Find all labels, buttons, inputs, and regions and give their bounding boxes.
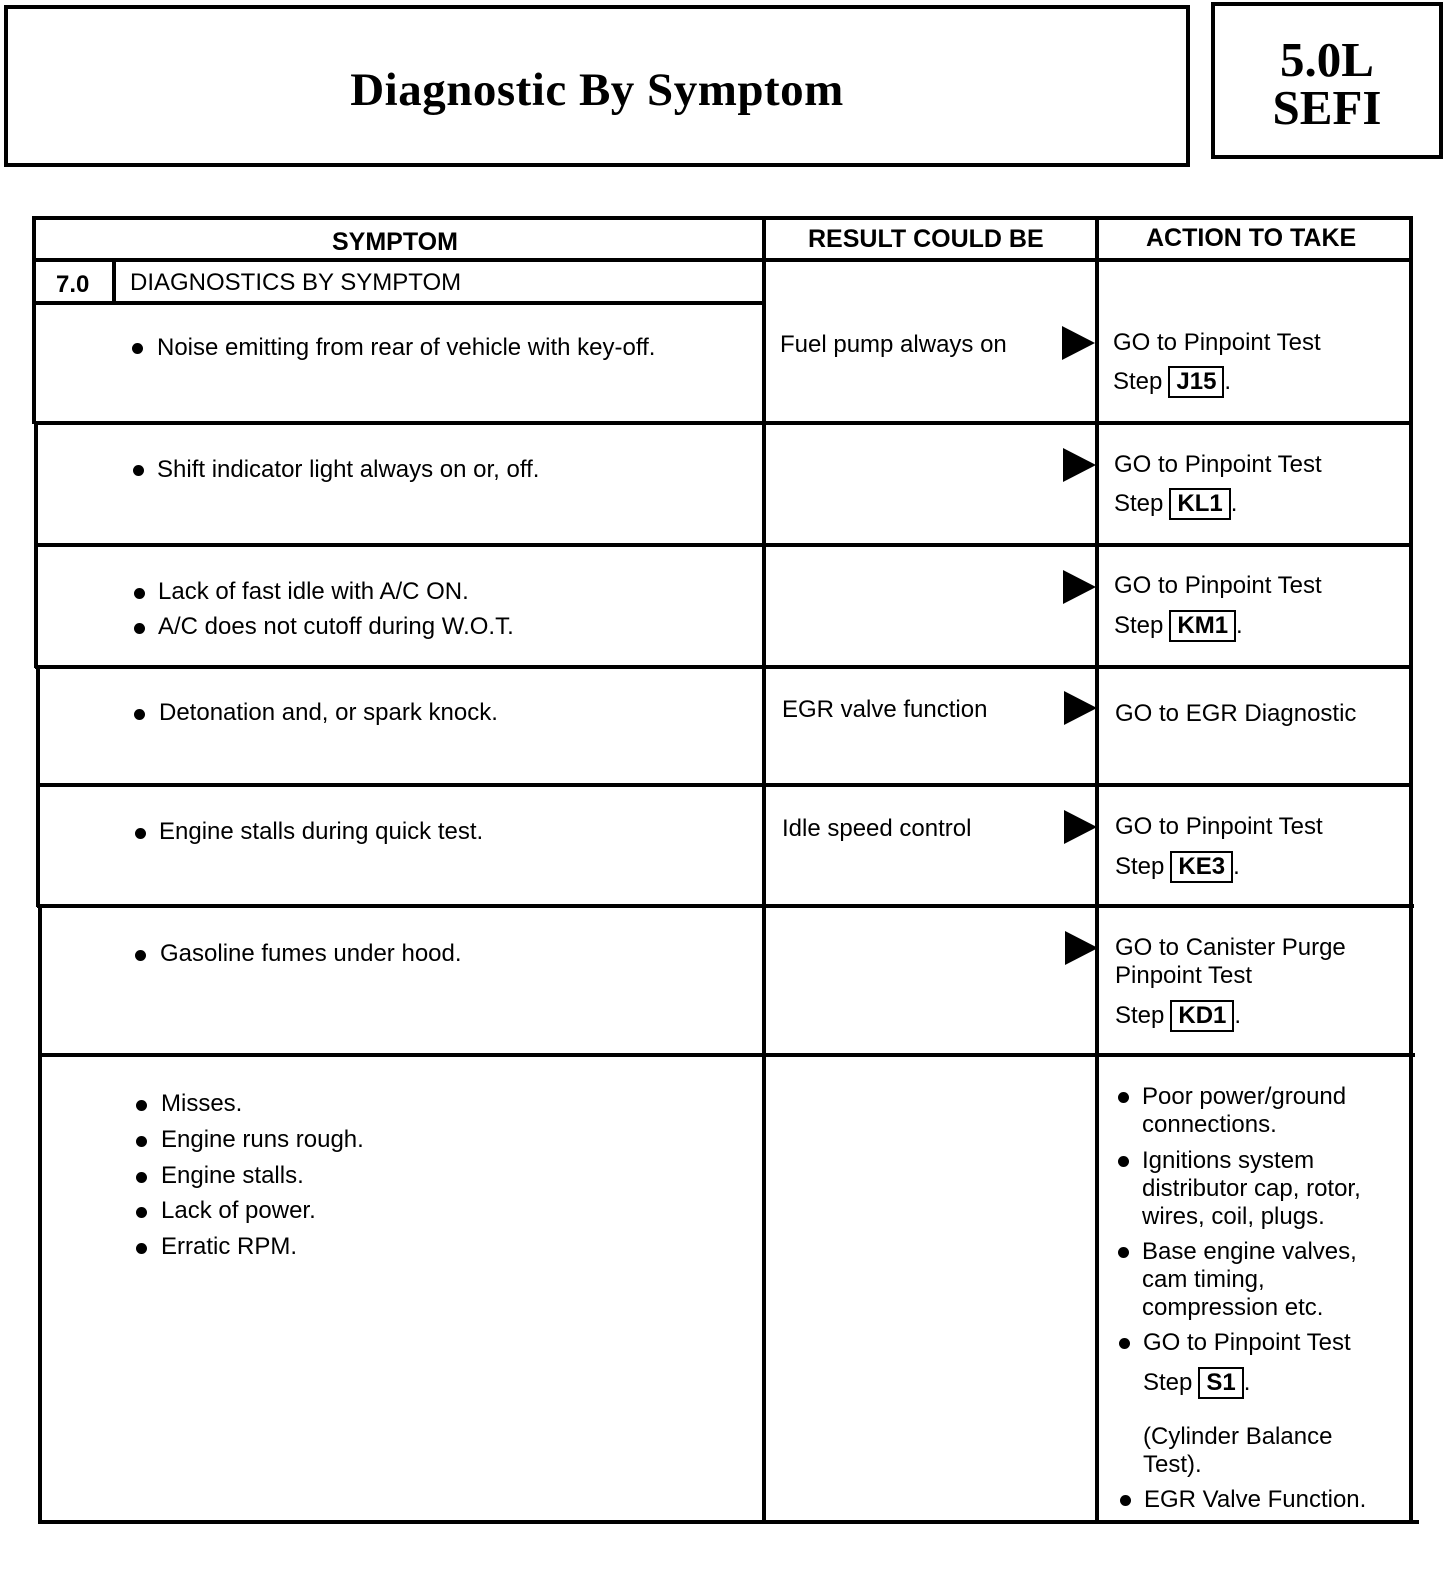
step-code: KL1 [1169,488,1230,520]
bullet-icon [1119,1338,1130,1349]
header-action: ACTION TO TAKE [1146,224,1357,252]
engine-displacement: 5.0L [1280,32,1374,87]
bullet-icon [135,828,146,839]
header-result: RESULT COULD BE [808,225,1044,253]
action-text: GO to Canister Purge [1115,934,1346,961]
column-divider-symptom-result [762,216,766,1524]
action-note: (Cylinder Balance [1143,1423,1333,1450]
bullet-icon [136,1172,147,1183]
table-border-left [38,904,42,1524]
arrow-right-icon [1064,810,1097,844]
symptom-text: Erratic RPM. [161,1233,298,1260]
bullet-icon [1118,1156,1129,1167]
symptom-text: Lack of fast idle with A/C ON. [158,578,469,605]
bullet-icon [1118,1247,1129,1258]
action-step [1115,1000,1241,1032]
action-step [1113,366,1231,398]
step-label: Step [1115,1002,1165,1029]
action-text: wires, coil, plugs. [1142,1203,1325,1230]
step-suffix: . [1230,490,1238,517]
bullet-icon [136,1243,147,1254]
step-code: KE3 [1170,851,1233,883]
header-separator [32,258,1413,262]
step-suffix: . [1243,1369,1251,1396]
table-border-right [1409,216,1413,1524]
action-text: GO to EGR Diagnostic [1115,700,1357,727]
step-suffix: . [1236,612,1243,639]
row-separator [34,543,1413,547]
row-separator [35,665,1413,669]
row-separator [36,783,1413,787]
section-title: DIAGNOSTICS BY SYMPTOM [130,269,462,296]
section-separator [32,301,766,305]
step-label: Step [1114,612,1164,639]
step-suffix: . [1233,853,1240,880]
bullet-icon [133,465,144,476]
row-separator [37,904,1414,908]
action-text: cam timing, [1142,1266,1265,1293]
bullet-icon [136,1136,147,1147]
action-text: GO to Pinpoint Test [1114,451,1322,478]
symptom-text: Detonation and, or spark knock. [159,699,498,726]
arrow-right-icon [1063,448,1096,482]
table-border-left [34,421,38,668]
step-label: Step [1115,853,1165,880]
symptom-text: Gasoline fumes under hood. [160,940,462,967]
result-text: EGR valve function [782,696,988,723]
section-number: 7.0 [56,271,90,298]
action-step [1114,610,1243,642]
engine-type: SEFI [1272,80,1382,135]
symptom-text: Engine stalls during quick test. [159,818,484,845]
bullet-icon [134,588,145,599]
result-text: Idle speed control [782,815,972,842]
step-code: KD1 [1170,1000,1234,1032]
step-code: J15 [1168,366,1224,398]
bullet-icon [134,709,145,720]
symptom-text: Shift indicator light always on or, off. [157,456,540,483]
action-text: GO to Pinpoint Test [1143,1329,1351,1356]
symptom-text: Engine stalls. [161,1162,304,1189]
step-label: Step [1143,1369,1193,1396]
bullet-icon [136,1207,147,1218]
action-text: Pinpoint Test [1115,962,1252,989]
row-separator [38,1053,1415,1057]
symptom-text: A/C does not cutoff during W.O.T. [158,613,514,640]
header-symptom: SYMPTOM [332,228,458,256]
action-step [1114,488,1237,520]
bullet-icon [134,623,145,634]
step-suffix: . [1224,368,1232,395]
table-border-left [32,216,36,424]
section-number-divider [112,258,116,304]
table-border-bottom [38,1520,1419,1524]
table-border-left [36,665,40,907]
action-text: GO to Pinpoint Test [1113,329,1321,356]
bullet-icon [136,1100,147,1111]
action-text: connections. [1142,1111,1277,1138]
arrow-right-icon [1062,326,1095,360]
engine-badge [1211,2,1443,159]
action-text: GO to Pinpoint Test [1114,572,1322,599]
action-step [1143,1367,1250,1399]
title-box [4,5,1190,167]
action-text: compression etc. [1142,1294,1324,1321]
action-text: GO to Pinpoint Test [1115,813,1323,840]
action-text: Poor power/ground [1142,1083,1347,1110]
step-label: Step [1113,368,1163,395]
page-title: Diagnostic By Symptom [350,64,844,116]
arrow-right-icon [1063,570,1096,604]
action-text: Ignitions system [1142,1147,1315,1174]
symptom-text: Misses. [161,1090,243,1117]
result-text: Fuel pump always on [780,331,1007,358]
symptom-text: Noise emitting from rear of vehicle with key-off. [157,334,656,361]
column-divider-result-action [1095,216,1099,1524]
engine-label [1215,32,1439,135]
action-step [1115,851,1240,883]
bullet-icon [1120,1495,1131,1506]
step-code: S1 [1198,1367,1243,1399]
step-code: KM1 [1169,610,1236,642]
step-suffix: . [1234,1002,1242,1029]
row-separator [34,421,1413,425]
bullet-icon [1118,1092,1129,1103]
action-note: Test). [1143,1451,1202,1478]
arrow-right-icon [1065,931,1098,965]
symptom-text: Lack of power. [161,1197,316,1224]
bullet-icon [135,950,146,961]
table-border-top [32,216,1413,220]
arrow-right-icon [1064,691,1097,725]
action-text: distributor cap, rotor, [1142,1175,1361,1202]
step-label: Step [1114,490,1164,517]
bullet-icon [132,343,143,354]
action-text: Base engine valves, [1142,1238,1357,1265]
action-text: EGR Valve Function. [1144,1486,1367,1513]
symptom-text: Engine runs rough. [161,1126,364,1153]
